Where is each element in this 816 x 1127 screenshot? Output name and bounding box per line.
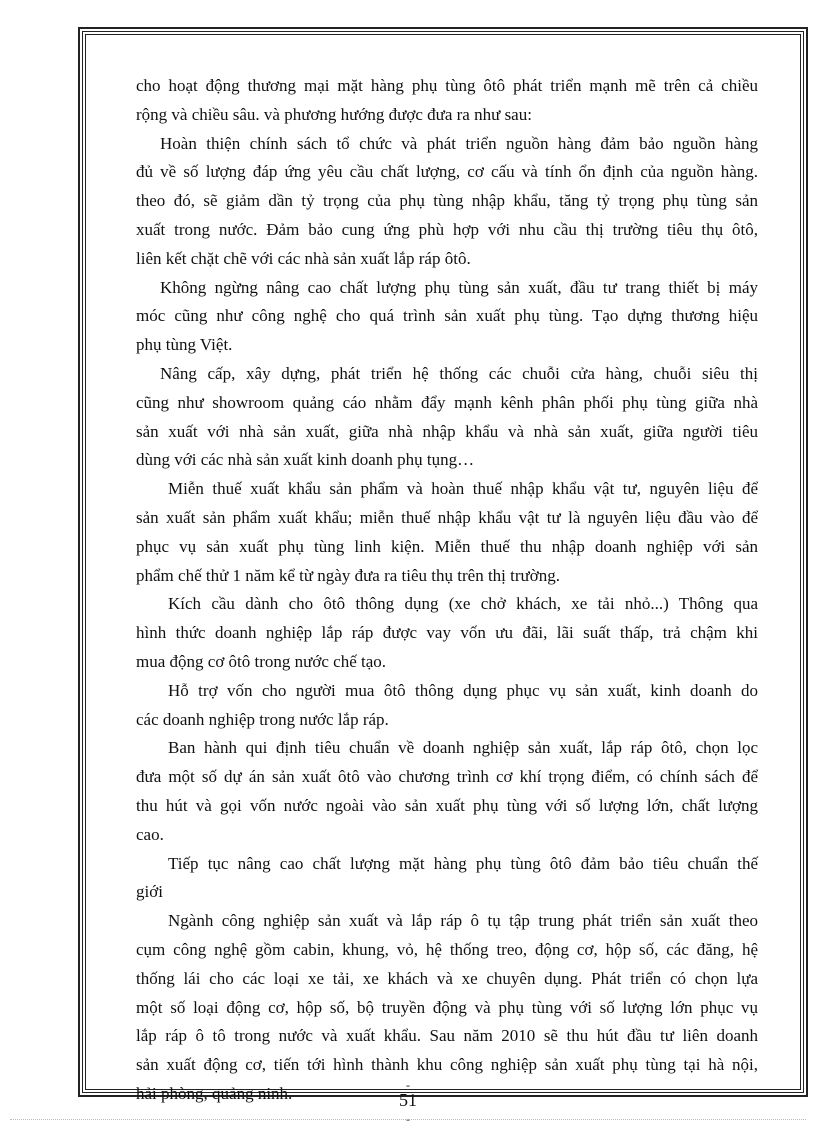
text-line: cũng như showroom quảng cáo nhằm đẩy mạnh kênh phân phối phụ tùng giữa nhà <box>136 392 758 412</box>
text-line: mua động cơ ôtô trong nước chế tạo. <box>136 651 387 671</box>
paragraph-start: Nâng cấp, xây dựng, phát triển hệ thống các chuỗi cửa hàng, chuỗi siêu thị <box>160 363 758 383</box>
text-line: dùng với các nhà sản xuất kinh doanh phụ tụng… <box>136 450 475 470</box>
text-line: móc cũng như công nghệ cho quá trình sản xuất phụ tùng. Tạo dựng thương hiệu <box>136 306 758 326</box>
text-line: thu hút và gọi vốn nước ngoài vào sản xuất phụ tùng với số lượng lớn, chất lượng <box>136 795 758 815</box>
text-line: giới <box>136 882 163 902</box>
paragraph-start: Ban hành qui định tiêu chuẩn về doanh nghiệp sản xuất, lắp ráp ôtô, chọn lọc <box>168 738 758 758</box>
text-line: các doanh nghiệp trong nước lắp ráp. <box>136 709 389 729</box>
text-line: phẩm chế thử 1 năm kể từ ngày đưa ra tiêu thụ trên thị trường. <box>136 565 560 585</box>
footer-dash-top: - <box>406 1078 410 1092</box>
text-line: sản xuất sản phẩm xuất khẩu; miễn thuế nhập khẩu vật tư là nguyên liệu đầu vào để <box>136 507 758 527</box>
paragraph-start: Kích cầu dành cho ôtô thông dụng (xe chở khách, xe tải nhỏ...) Thông qua <box>168 594 758 614</box>
text-line: xuất trong nước. Đảm bảo cung ứng phù hợp với nhu cầu thị trường tiêu thụ ôtô, <box>136 219 758 239</box>
text-line: phụ tùng Việt. <box>136 335 233 355</box>
text-line: một số loại động cơ, hộp số, bộ truyền động và phụ tùng với số lượng lớn phục vụ <box>136 997 758 1017</box>
text-line: cao. <box>136 824 164 844</box>
paragraph-start: Miễn thuế xuất khẩu sản phẩm và hoàn thuế nhập khẩu vật tư, nguyên liệu để <box>168 479 758 499</box>
text-line: sản xuất động cơ, tiến tới hình thành khu công nghiệp sản xuất phụ tùng tại hà nội, <box>136 1055 758 1075</box>
text-line: thống lái cho các loại xe tải, xe khách và xe chuyên dụng. Phát triển có chọn lựa <box>136 968 758 988</box>
text-line: sản xuất với nhà sản xuất, giữa nhà nhập khẩu và nhà sản xuất, giữa người tiêu <box>136 421 758 441</box>
text-line: lắp ráp ô tô trong nước và xuất khẩu. Sau năm 2010 sẽ thu hút đầu tư liên doanh <box>136 1026 758 1046</box>
text-line: phục vụ sản xuất phụ tùng linh kiện. Miễn thuế thu nhập doanh nghiệp với sản <box>136 536 758 556</box>
text-line: hải phòng, quảng ninh. <box>136 1083 293 1103</box>
bottom-rule <box>10 1119 806 1120</box>
text-line: đưa một số dự án sản xuất ôtô vào chương trình cơ khí trọng điểm, có chính sách để <box>136 767 758 787</box>
footer-dash-bottom: - <box>406 1112 410 1126</box>
paragraph-start: Không ngừng nâng cao chất lượng phụ tùng sản xuất, đầu tư trang thiết bị máy <box>160 277 758 297</box>
paragraph-start: Ngành công nghiệp sản xuất và lắp ráp ô tụ tập trung phát triển sản xuất theo <box>168 911 758 931</box>
text-line: hình thức doanh nghiệp lắp ráp được vay vốn ưu đãi, lãi suất thấp, trả chậm khi <box>136 623 758 643</box>
page-number: 51 <box>399 1090 417 1110</box>
text-line: cho hoạt động thương mại mặt hàng phụ tùng ôtô phát triển mạnh mẽ trên cả chiều <box>136 76 758 95</box>
text-line: theo đó, sẽ giảm dần tỷ trọng của phụ tùng nhập khẩu, tăng tỷ trọng phụ tùng sản <box>136 191 758 211</box>
text-line: liên kết chặt chẽ với các nhà sản xuất lắp ráp ôtô. <box>136 248 471 268</box>
text-line: đủ về số lượng đáp ứng yêu cầu chất lượng, cơ cấu và tính ổn định của nguồn hàng. <box>136 162 758 182</box>
text-line: rộng và chiều sâu. và phương hướng được đưa ra như sau: <box>136 104 532 124</box>
body-text <box>136 72 758 1109</box>
text-line: cụm công nghệ gồm cabin, khung, vỏ, hệ thống treo, động cơ, hộp số, các đăng, hệ <box>136 939 758 959</box>
paragraph-start: Tiếp tục nâng cao chất lượng mặt hàng phụ tùng ôtô đảm bảo tiêu chuẩn thế <box>168 853 758 873</box>
paragraph-start: Hoàn thiện chính sách tổ chức và phát triển nguồn hàng đảm bảo nguồn hàng <box>160 133 758 153</box>
paragraph-start: Hỗ trợ vốn cho người mua ôtô thông dụng phục vụ sản xuất, kinh doanh do <box>168 680 758 700</box>
